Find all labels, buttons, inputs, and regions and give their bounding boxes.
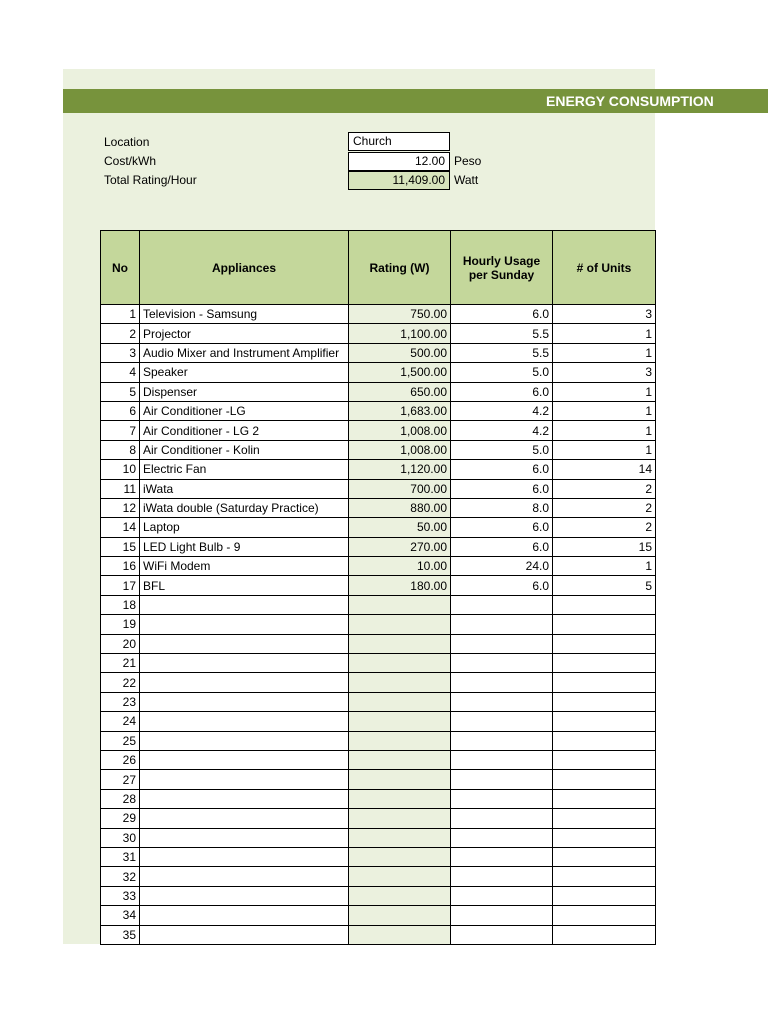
row-number-cell[interactable]: 22 (101, 673, 140, 692)
units-cell[interactable] (553, 847, 656, 866)
hourly-usage-cell[interactable]: 6.0 (451, 537, 553, 556)
cost-label: Cost/kWh (104, 154, 157, 168)
appliance-name-cell[interactable] (140, 654, 349, 673)
hourly-usage-cell[interactable]: 6.0 (451, 518, 553, 537)
rating-cell[interactable] (349, 731, 451, 750)
hourly-usage-cell[interactable] (451, 712, 553, 731)
hourly-usage-cell[interactable] (451, 847, 553, 866)
units-cell[interactable]: 1 (553, 324, 656, 343)
hourly-usage-cell[interactable] (451, 867, 553, 886)
row-number-cell[interactable]: 16 (101, 557, 140, 576)
header-units[interactable]: # of Units (553, 231, 656, 305)
table-body (101, 305, 656, 945)
table-row (101, 906, 656, 925)
rating-cell[interactable]: 700.00 (349, 479, 451, 498)
hourly-usage-cell[interactable] (451, 634, 553, 653)
row-number-cell[interactable]: 31 (101, 847, 140, 866)
appliance-name-cell[interactable] (140, 847, 349, 866)
row-number-cell[interactable]: 15 (101, 537, 140, 556)
units-cell[interactable]: 3 (553, 363, 656, 382)
units-cell[interactable] (553, 731, 656, 750)
appliance-name-cell[interactable] (140, 634, 349, 653)
hourly-usage-cell[interactable] (451, 731, 553, 750)
rating-cell[interactable] (349, 828, 451, 847)
row-number-cell[interactable]: 7 (101, 421, 140, 440)
row-number-cell[interactable]: 17 (101, 576, 140, 595)
appliance-name-cell[interactable] (140, 595, 349, 614)
table-row (101, 654, 656, 673)
row-number-cell[interactable]: 21 (101, 654, 140, 673)
hourly-usage-cell[interactable]: 5.0 (451, 363, 553, 382)
appliance-name-cell[interactable]: Air Conditioner - LG 2 (140, 421, 349, 440)
units-cell[interactable] (553, 867, 656, 886)
row-number-cell[interactable]: 8 (101, 440, 140, 459)
appliance-name-cell[interactable]: iWata double (Saturday Practice) (140, 498, 349, 517)
table-row (101, 324, 656, 343)
rating-cell[interactable]: 1,500.00 (349, 363, 451, 382)
rating-cell[interactable]: 880.00 (349, 498, 451, 517)
table-row (101, 382, 656, 401)
units-cell[interactable]: 5 (553, 576, 656, 595)
hourly-usage-cell[interactable] (451, 770, 553, 789)
row-number-cell[interactable]: 6 (101, 401, 140, 420)
appliance-name-cell[interactable] (140, 673, 349, 692)
row-number-cell[interactable]: 3 (101, 343, 140, 362)
units-cell[interactable] (553, 770, 656, 789)
row-number-cell[interactable]: 34 (101, 906, 140, 925)
hourly-usage-cell[interactable]: 6.0 (451, 382, 553, 401)
row-number-cell[interactable]: 5 (101, 382, 140, 401)
table-row (101, 847, 656, 866)
table-row (101, 828, 656, 847)
header-no[interactable]: No (101, 231, 140, 305)
units-cell[interactable]: 15 (553, 537, 656, 556)
hourly-usage-cell[interactable] (451, 906, 553, 925)
table-row (101, 634, 656, 653)
hourly-usage-cell[interactable] (451, 750, 553, 769)
table-row (101, 479, 656, 498)
units-cell[interactable]: 1 (553, 557, 656, 576)
appliance-name-cell[interactable] (140, 867, 349, 886)
units-cell[interactable] (553, 673, 656, 692)
units-cell[interactable] (553, 906, 656, 925)
units-cell[interactable] (553, 789, 656, 808)
table-row (101, 673, 656, 692)
table-row (101, 363, 656, 382)
hourly-usage-cell[interactable] (451, 789, 553, 808)
table-row (101, 576, 656, 595)
appliance-name-cell[interactable]: Projector (140, 324, 349, 343)
row-number-cell[interactable]: 18 (101, 595, 140, 614)
hourly-usage-cell[interactable]: 24.0 (451, 557, 553, 576)
row-number-cell[interactable]: 28 (101, 789, 140, 808)
row-number-cell[interactable]: 2 (101, 324, 140, 343)
rating-cell[interactable] (349, 906, 451, 925)
appliance-name-cell[interactable]: Electric Fan (140, 460, 349, 479)
units-cell[interactable]: 1 (553, 440, 656, 459)
header-rating[interactable]: Rating (W) (349, 231, 451, 305)
units-cell[interactable] (553, 595, 656, 614)
rating-cell[interactable]: 500.00 (349, 343, 451, 362)
hourly-usage-cell[interactable]: 6.0 (451, 305, 553, 324)
rating-cell[interactable] (349, 809, 451, 828)
total-rating-value[interactable]: 11,409.00 (348, 171, 450, 190)
rating-cell[interactable]: 650.00 (349, 382, 451, 401)
rating-cell[interactable]: 1,100.00 (349, 324, 451, 343)
row-number-cell[interactable]: 29 (101, 809, 140, 828)
rating-cell[interactable] (349, 750, 451, 769)
row-number-cell[interactable]: 11 (101, 479, 140, 498)
units-cell[interactable] (553, 615, 656, 634)
row-number-cell[interactable]: 14 (101, 518, 140, 537)
rating-cell[interactable] (349, 615, 451, 634)
total-rating-label: Total Rating/Hour (104, 173, 197, 187)
appliance-name-cell[interactable]: Audio Mixer and Instrument Amplifier (140, 343, 349, 362)
row-number-cell[interactable]: 1 (101, 305, 140, 324)
hourly-usage-cell[interactable] (451, 654, 553, 673)
table-row (101, 343, 656, 362)
appliance-name-cell[interactable] (140, 770, 349, 789)
table-row (101, 925, 656, 944)
appliance-name-cell[interactable] (140, 750, 349, 769)
appliance-name-cell[interactable] (140, 712, 349, 731)
table-row (101, 440, 656, 459)
table-row (101, 557, 656, 576)
row-number-cell[interactable]: 26 (101, 750, 140, 769)
row-number-cell[interactable]: 20 (101, 634, 140, 653)
hourly-usage-cell[interactable]: 6.0 (451, 576, 553, 595)
hourly-usage-cell[interactable] (451, 925, 553, 944)
row-number-cell[interactable]: 12 (101, 498, 140, 517)
appliance-name-cell[interactable] (140, 886, 349, 905)
table-row (101, 809, 656, 828)
hourly-usage-cell[interactable]: 5.5 (451, 343, 553, 362)
hourly-usage-cell[interactable] (451, 673, 553, 692)
rating-cell[interactable]: 50.00 (349, 518, 451, 537)
table-row (101, 498, 656, 517)
appliance-name-cell[interactable] (140, 906, 349, 925)
title-bar (63, 89, 768, 113)
location-label: Location (104, 135, 150, 149)
units-cell[interactable] (553, 925, 656, 944)
table-row (101, 789, 656, 808)
table-row (101, 886, 656, 905)
table-row (101, 692, 656, 711)
cost-input[interactable]: 12.00 (348, 152, 450, 171)
hourly-usage-cell[interactable]: 6.0 (451, 460, 553, 479)
rating-cell[interactable]: 10.00 (349, 557, 451, 576)
hourly-usage-cell[interactable] (451, 809, 553, 828)
units-cell[interactable]: 1 (553, 343, 656, 362)
appliance-name-cell[interactable] (140, 828, 349, 847)
hourly-usage-cell[interactable] (451, 886, 553, 905)
rating-cell[interactable] (349, 789, 451, 808)
appliance-name-cell[interactable]: Dispenser (140, 382, 349, 401)
appliance-name-cell[interactable]: iWata (140, 479, 349, 498)
units-cell[interactable]: 2 (553, 498, 656, 517)
units-cell[interactable]: 3 (553, 305, 656, 324)
appliance-table (100, 230, 656, 945)
location-input[interactable]: Church (348, 132, 450, 151)
sheet-title: ENERGY CONSUMPTION (546, 93, 714, 109)
appliance-name-cell[interactable] (140, 615, 349, 634)
row-number-cell[interactable]: 30 (101, 828, 140, 847)
rating-cell[interactable] (349, 847, 451, 866)
rating-cell[interactable] (349, 712, 451, 731)
appliance-name-cell[interactable]: Air Conditioner -LG (140, 401, 349, 420)
table-row (101, 731, 656, 750)
appliance-name-cell[interactable]: BFL (140, 576, 349, 595)
row-number-cell[interactable]: 19 (101, 615, 140, 634)
table-row (101, 770, 656, 789)
appliance-name-cell[interactable] (140, 731, 349, 750)
units-cell[interactable]: 14 (553, 460, 656, 479)
row-number-cell[interactable]: 32 (101, 867, 140, 886)
appliance-name-cell[interactable] (140, 925, 349, 944)
row-number-cell[interactable]: 23 (101, 692, 140, 711)
rating-cell[interactable]: 270.00 (349, 537, 451, 556)
row-number-cell[interactable]: 33 (101, 886, 140, 905)
table-row (101, 750, 656, 769)
units-cell[interactable] (553, 654, 656, 673)
rating-cell[interactable] (349, 886, 451, 905)
appliance-name-cell[interactable] (140, 789, 349, 808)
row-number-cell[interactable]: 4 (101, 363, 140, 382)
hourly-usage-cell[interactable] (451, 595, 553, 614)
rating-cell[interactable]: 1,120.00 (349, 460, 451, 479)
table-row (101, 460, 656, 479)
table-row (101, 615, 656, 634)
rating-cell[interactable]: 180.00 (349, 576, 451, 595)
cost-unit: Peso (454, 154, 482, 168)
appliance-name-cell[interactable]: Speaker (140, 363, 349, 382)
units-cell[interactable]: 2 (553, 479, 656, 498)
appliance-name-cell[interactable] (140, 809, 349, 828)
hourly-usage-cell[interactable]: 6.0 (451, 479, 553, 498)
appliance-name-cell[interactable]: LED Light Bulb - 9 (140, 537, 349, 556)
row-number-cell[interactable]: 35 (101, 925, 140, 944)
units-cell[interactable] (553, 886, 656, 905)
units-cell[interactable] (553, 809, 656, 828)
appliance-name-cell[interactable]: Air Conditioner - Kolin (140, 440, 349, 459)
table-row (101, 401, 656, 420)
appliance-name-cell[interactable] (140, 692, 349, 711)
rating-cell[interactable] (349, 692, 451, 711)
rating-cell[interactable] (349, 867, 451, 886)
table-row (101, 305, 656, 324)
rating-cell[interactable] (349, 925, 451, 944)
rating-cell[interactable]: 1,008.00 (349, 440, 451, 459)
units-cell[interactable]: 1 (553, 421, 656, 440)
hourly-usage-cell[interactable]: 4.2 (451, 401, 553, 420)
units-cell[interactable] (553, 634, 656, 653)
units-cell[interactable] (553, 692, 656, 711)
hourly-usage-cell[interactable] (451, 615, 553, 634)
hourly-usage-cell[interactable]: 4.2 (451, 421, 553, 440)
hourly-usage-cell[interactable]: 5.0 (451, 440, 553, 459)
table-row (101, 537, 656, 556)
rating-cell[interactable] (349, 595, 451, 614)
row-number-cell[interactable]: 10 (101, 460, 140, 479)
hourly-usage-cell[interactable]: 5.5 (451, 324, 553, 343)
hourly-usage-cell[interactable]: 8.0 (451, 498, 553, 517)
rating-cell[interactable] (349, 654, 451, 673)
rating-cell[interactable] (349, 673, 451, 692)
rating-cell[interactable] (349, 770, 451, 789)
appliance-name-cell[interactable]: Television - Samsung (140, 305, 349, 324)
table-row (101, 595, 656, 614)
row-number-cell[interactable]: 27 (101, 770, 140, 789)
rating-cell[interactable]: 1,683.00 (349, 401, 451, 420)
total-rating-unit: Watt (454, 173, 479, 187)
appliance-name-cell[interactable]: Laptop (140, 518, 349, 537)
rating-cell[interactable]: 1,008.00 (349, 421, 451, 440)
units-cell[interactable]: 2 (553, 518, 656, 537)
appliance-name-cell[interactable]: WiFi Modem (140, 557, 349, 576)
units-cell[interactable]: 1 (553, 401, 656, 420)
units-cell[interactable] (553, 828, 656, 847)
table-row (101, 867, 656, 886)
row-number-cell[interactable]: 25 (101, 731, 140, 750)
table-row (101, 518, 656, 537)
units-cell[interactable] (553, 712, 656, 731)
rating-cell[interactable]: 750.00 (349, 305, 451, 324)
row-number-cell[interactable]: 24 (101, 712, 140, 731)
header-appliances[interactable]: Appliances (140, 231, 349, 305)
hourly-usage-cell[interactable] (451, 692, 553, 711)
table-row (101, 421, 656, 440)
table-header-row (101, 231, 656, 305)
hourly-usage-cell[interactable] (451, 828, 553, 847)
rating-cell[interactable] (349, 634, 451, 653)
table-row (101, 712, 656, 731)
header-hourly-usage[interactable]: Hourly Usage per Sunday (451, 231, 553, 305)
units-cell[interactable]: 1 (553, 382, 656, 401)
units-cell[interactable] (553, 750, 656, 769)
